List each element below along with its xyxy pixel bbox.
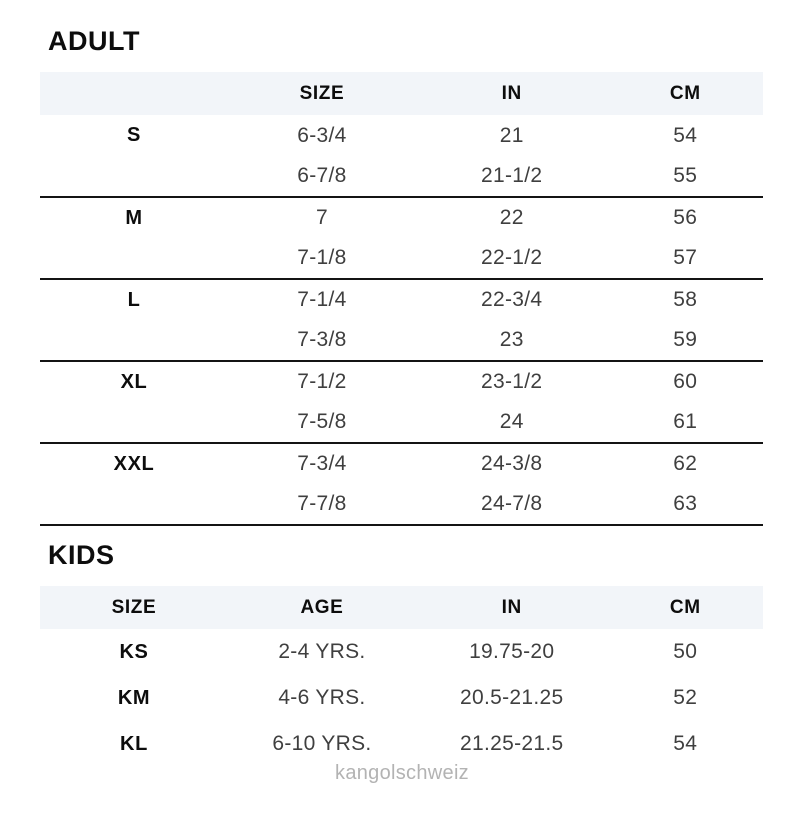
cell-size: 7 bbox=[315, 206, 328, 229]
size-label-empty bbox=[40, 320, 228, 361]
cell-cm: 54 bbox=[673, 732, 698, 755]
kids-col-header-in: IN bbox=[416, 586, 608, 629]
cell-cm: 57 bbox=[608, 238, 763, 279]
size-label-s: S bbox=[127, 124, 141, 146]
size-label-km: KM bbox=[117, 686, 151, 709]
adult-col-header-cm: CM bbox=[608, 72, 763, 115]
cell-in: 23 bbox=[416, 320, 608, 361]
cell-cm: 55 bbox=[608, 156, 763, 197]
size-label-empty bbox=[40, 402, 228, 443]
adult-col-header-empty bbox=[40, 72, 228, 115]
cell-age: 6-10 YRS. bbox=[272, 732, 372, 755]
table-row bbox=[40, 629, 763, 675]
table-row bbox=[40, 279, 763, 320]
table-row bbox=[40, 402, 763, 443]
cell-cm: 60 bbox=[673, 370, 698, 393]
table-row bbox=[40, 721, 763, 767]
cell-cm: 62 bbox=[673, 452, 698, 475]
kids-section-title: KIDS bbox=[48, 540, 115, 570]
cell-in: 24 bbox=[416, 402, 608, 443]
cell-in: 23-1/2 bbox=[481, 370, 543, 393]
table-row bbox=[40, 361, 763, 402]
cell-age: 4-6 YRS. bbox=[278, 686, 366, 709]
cell-cm: 56 bbox=[673, 206, 698, 229]
cell-age: 2-4 YRS. bbox=[278, 640, 366, 663]
cell-size: 7-5/8 bbox=[228, 402, 416, 443]
size-label-m: M bbox=[125, 206, 143, 229]
cell-cm: 59 bbox=[608, 320, 763, 361]
adult-col-header-size: SIZE bbox=[228, 72, 416, 115]
size-label-xxl: XXL bbox=[113, 452, 155, 475]
cell-size: 7-1/4 bbox=[297, 288, 347, 311]
table-row bbox=[40, 115, 763, 156]
size-label-empty bbox=[40, 156, 228, 197]
cell-in: 22-3/4 bbox=[481, 288, 543, 311]
cell-in: 21-1/2 bbox=[416, 156, 608, 197]
cell-size: 7-3/4 bbox=[297, 452, 347, 475]
size-label-xl: XL bbox=[120, 370, 148, 393]
table-row bbox=[40, 320, 763, 361]
cell-cm: 50 bbox=[673, 640, 698, 663]
size-label-empty bbox=[40, 484, 228, 525]
cell-in: 24-7/8 bbox=[416, 484, 608, 525]
kids-header-row bbox=[40, 586, 763, 629]
kids-col-header-size: SIZE bbox=[40, 586, 228, 629]
cell-in: 20.5-21.25 bbox=[460, 686, 564, 709]
adult-header-row bbox=[40, 72, 763, 115]
table-row bbox=[40, 156, 763, 197]
cell-in: 21.25-21.5 bbox=[460, 732, 564, 755]
table-row bbox=[40, 197, 763, 238]
cell-cm: 52 bbox=[673, 686, 698, 709]
size-label-empty bbox=[40, 238, 228, 279]
cell-in: 22-1/2 bbox=[416, 238, 608, 279]
cell-in: 22 bbox=[499, 206, 524, 229]
kids-size-table bbox=[40, 586, 763, 767]
adult-col-header-in: IN bbox=[416, 72, 608, 115]
cell-size: 6-7/8 bbox=[228, 156, 416, 197]
size-label-ks: KS bbox=[119, 640, 149, 663]
cell-size: 6-3/4 bbox=[297, 123, 347, 147]
cell-in: 21 bbox=[499, 123, 524, 147]
table-row bbox=[40, 443, 763, 484]
table-row bbox=[40, 238, 763, 279]
watermark-text: kangolschweiz bbox=[335, 762, 469, 784]
cell-size: 7-1/2 bbox=[297, 370, 347, 393]
cell-size: 7-1/8 bbox=[228, 238, 416, 279]
adult-size-table bbox=[40, 72, 763, 526]
cell-in: 19.75-20 bbox=[469, 640, 555, 663]
cell-cm: 54 bbox=[673, 123, 698, 147]
cell-size: 7-7/8 bbox=[228, 484, 416, 525]
size-label-kl: KL bbox=[120, 732, 148, 755]
kids-col-header-cm: CM bbox=[608, 586, 763, 629]
adult-section-title: ADULT bbox=[48, 26, 140, 56]
kids-col-header-age: AGE bbox=[228, 586, 416, 629]
cell-cm: 61 bbox=[608, 402, 763, 443]
size-label-l: L bbox=[127, 288, 141, 311]
cell-in: 24-3/8 bbox=[481, 452, 543, 475]
cell-cm: 58 bbox=[673, 288, 698, 311]
cell-size: 7-3/8 bbox=[228, 320, 416, 361]
cell-cm: 63 bbox=[608, 484, 763, 525]
table-row bbox=[40, 484, 763, 525]
table-row bbox=[40, 675, 763, 721]
